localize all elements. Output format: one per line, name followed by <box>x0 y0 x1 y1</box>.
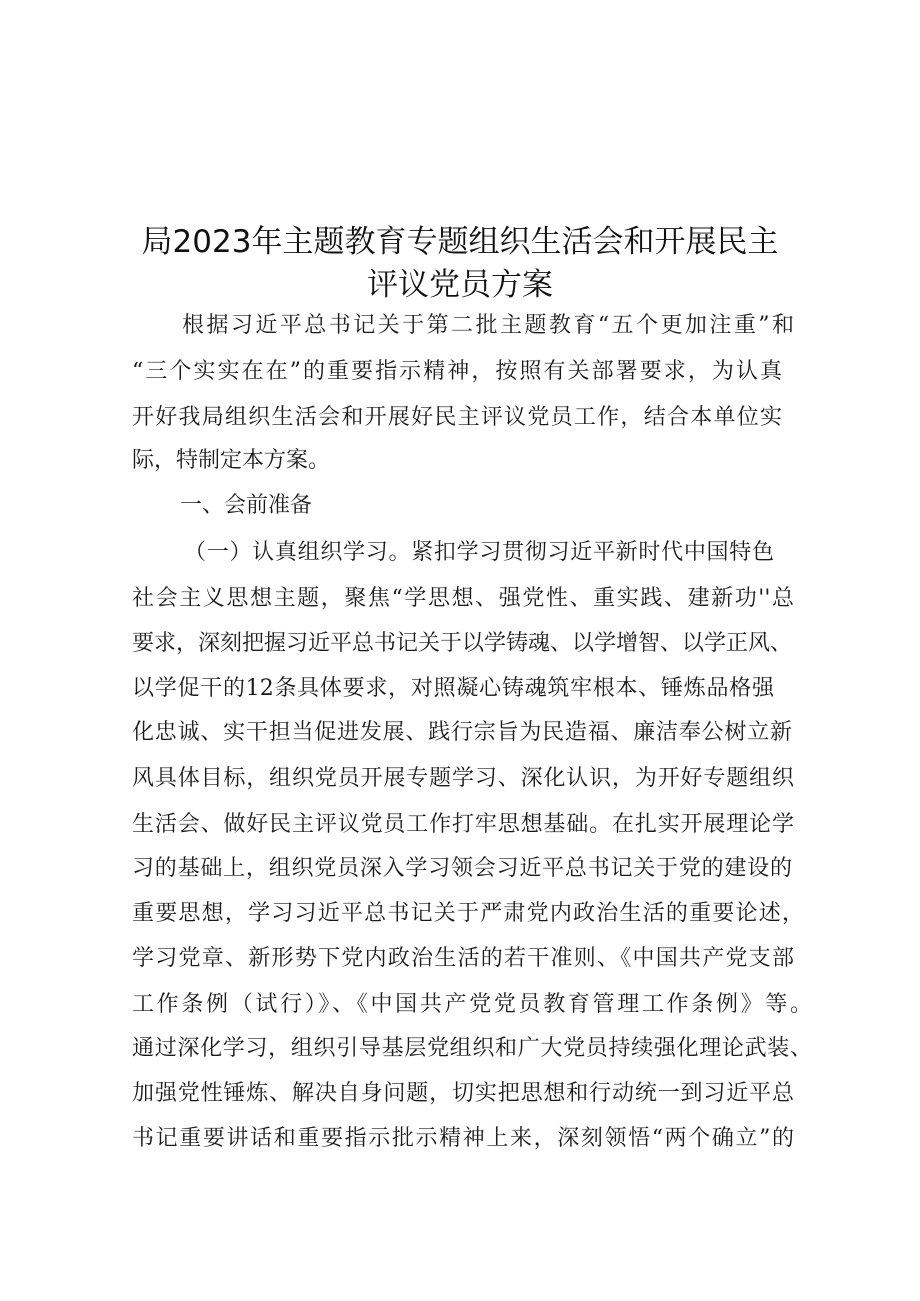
paragraph-line: 社会主义思想主题，聚焦“学思想、强党性、重实践、建新功''总 <box>132 586 794 611</box>
paragraph-line: 以学促干的12条具体要求，对照凝心铸魂筑牢根本、锤炼品格强 <box>132 676 774 701</box>
intro-line: 根据习近平总书记关于第二批主题教育“五个更加注重”和 <box>182 313 794 338</box>
paragraph-line: 风具体目标，组织党员开展专题学习、深化认识，为开好专题组织 <box>132 766 794 791</box>
paragraph-line: 重要思想，学习习近平总书记关于严肃党内政治生活的重要论述， <box>132 901 804 926</box>
paragraph-line: 习的基础上，组织党员深入学习领会习近平总书记关于党的建设的 <box>132 856 792 881</box>
paragraph-line: 学习党章、新形势下党内政治生活的若干准则、《中国共产党支部 <box>132 946 794 971</box>
document-title-line-1: 局2023年主题教育专题组织生活会和开展民主 <box>141 224 779 260</box>
document-title-line-2: 评议党员方案 <box>367 267 553 303</box>
intro-line: 际，特制定本方案。 <box>132 448 331 473</box>
section-heading: 一、会前准备 <box>180 493 313 518</box>
paragraph-line: 书记重要讲话和重要指示批示精神上来，深刻领悟“两个确立”的 <box>132 1126 794 1151</box>
paragraph-line: 通过深化学习，组织引导基层党组织和广大党员持续强化理论武装、 <box>132 1036 812 1061</box>
paragraph-line: 工作条例（试行）》、《中国共产党党员教育管理工作条例》等。 <box>132 992 812 1017</box>
paragraph-line: 加强党性锤炼、解决自身问题，切实把思想和行动统一到习近平总 <box>132 1081 794 1106</box>
intro-line: 开好我局组织生活会和开展好民主评议党员工作，结合本单位实 <box>132 405 782 430</box>
paragraph-line: 生活会、做好民主评议党员工作打牢思想基础。在扎实开展理论学 <box>132 812 794 837</box>
paragraph-line: 化忠诚、实干担当促进发展、践行宗旨为民造福、廉洁奉公树立新 <box>132 720 792 745</box>
paragraph-line: 要求，深刻把握习近平总书记关于以学铸魂、以学增智、以学正风、 <box>132 631 793 656</box>
paragraph-line: （一）认真组织学习。紧扣学习贯彻习近平新时代中国特色 <box>184 540 774 565</box>
intro-line: “三个实实在在”的重要指示精神，按照有关部署要求，为认真 <box>132 359 782 384</box>
